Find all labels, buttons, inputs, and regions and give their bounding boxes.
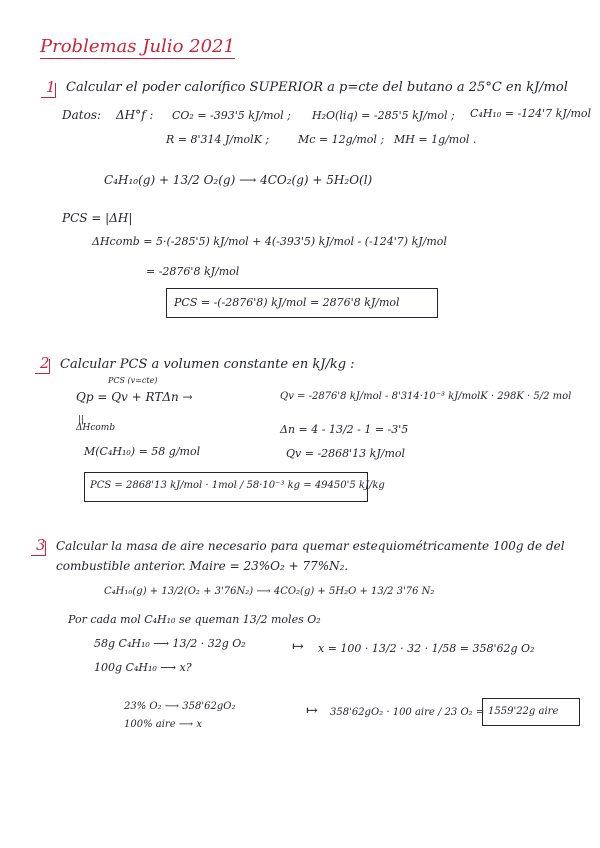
problem-3-statement-line-1: Calcular la masa de aire necesario para quemar estequiométricamente 100g de del xyxy=(56,539,565,553)
pcs-result: PCS = -(-2876'8) kJ/mol = 2876'8 kJ/mol xyxy=(174,296,400,309)
pcs-definition: PCS = |ΔH| xyxy=(62,211,133,225)
oxygen-mass-calculation: x = 100 · 13/2 · 32 · 1/58 = 358'62g O₂ xyxy=(318,642,535,655)
hydrogen-mass: MH = 1g/mol . xyxy=(394,133,477,146)
problem-3-statement-line-2: combustible anterior. Maire = 23%O₂ + 77%N₂. xyxy=(56,559,349,573)
implies-arrow-2: ↦ xyxy=(306,703,318,719)
qp-relation: Qp = Qv + RTΔn → xyxy=(76,390,193,404)
proportion-100g: 100g C₄H₁₀ ⟶ x? xyxy=(94,661,192,674)
air-mass-calculation: 358'62gO₂ · 100 aire / 23 O₂ = xyxy=(330,707,485,718)
qv-result: Qv = -2868'13 kJ/mol xyxy=(286,447,406,460)
pcs-volume-note: PCS (v=cte) xyxy=(108,376,158,385)
datos-label: Datos: xyxy=(62,108,102,122)
air-combustion-reaction: C₄H₁₀(g) + 13/2(O₂ + 3'76N₂) ⟶ 4CO₂(g) + 5H₂O + 13/2 3'76 N₂ xyxy=(104,586,435,597)
h2o-enthalpy: H₂O(liq) = -285'5 kJ/mol ; xyxy=(312,109,455,122)
page-title: Problemas Julio 2021 xyxy=(40,36,235,57)
air-proportion-23: 23% O₂ ⟶ 358'62gO₂ xyxy=(124,701,236,712)
problem-2-statement: Calcular PCS a volumen constante en kJ/kg : xyxy=(60,357,355,372)
proportion-58g: 58g C₄H₁₀ ⟶ 13/2 · 32g O₂ xyxy=(94,637,246,650)
combustion-reaction: C₄H₁₀(g) + 13/2 O₂(g) ⟶ 4CO₂(g) + 5H₂O(l) xyxy=(104,173,373,187)
enthalpy-combustion-result: = -2876'8 kJ/mol xyxy=(146,265,240,278)
problem-2-number: 2 xyxy=(40,356,50,371)
problem-3-number: 3 xyxy=(36,538,46,553)
oxygen-per-mol-statement: Por cada mol C₄H₁₀ se queman 13/2 moles O₂ xyxy=(68,613,321,626)
qp-subscript: ΔHcomb xyxy=(76,423,116,433)
problem-1-statement: Calcular el poder calorífico SUPERIOR a p=cte del butano a 25°C en kJ/mol xyxy=(66,80,568,95)
implies-arrow-1: ↦ xyxy=(292,639,304,655)
delta-n-equation: Δn = 4 - 13/2 - 1 = -3'5 xyxy=(280,423,409,436)
qp-equivalence-mark: || xyxy=(78,415,85,425)
enthalpy-formation-label: ΔH°f : xyxy=(116,108,154,122)
pcs-volume-result: PCS = 2868'13 kJ/mol · 1mol / 58·10⁻³ kg = 49450'5 kJ/kg xyxy=(90,480,385,491)
air-mass-result: 1559'22g aire xyxy=(488,706,559,717)
qv-equation: Qv = -2876'8 kJ/mol - 8'314·10⁻³ kJ/molK · 298K · 5/2 mol xyxy=(280,391,572,402)
air-proportion-100: 100% aire ⟶ x xyxy=(124,719,202,730)
c4h10-enthalpy: C₄H₁₀ = -124'7 kJ/mol xyxy=(470,107,592,120)
carbon-mass: Mc = 12g/mol ; xyxy=(298,133,385,146)
gas-constant: R = 8'314 J/molK ; xyxy=(166,133,270,146)
butane-molar-mass: M(C₄H₁₀) = 58 g/mol xyxy=(84,445,201,458)
co2-enthalpy: CO₂ = -393'5 kJ/mol ; xyxy=(172,109,291,122)
problem-1-number: 1 xyxy=(46,80,56,95)
enthalpy-combustion-equation: ΔHcomb = 5·(-285'5) kJ/mol + 4(-393'5) kJ/mol - (-124'7) kJ/mol xyxy=(92,235,447,248)
